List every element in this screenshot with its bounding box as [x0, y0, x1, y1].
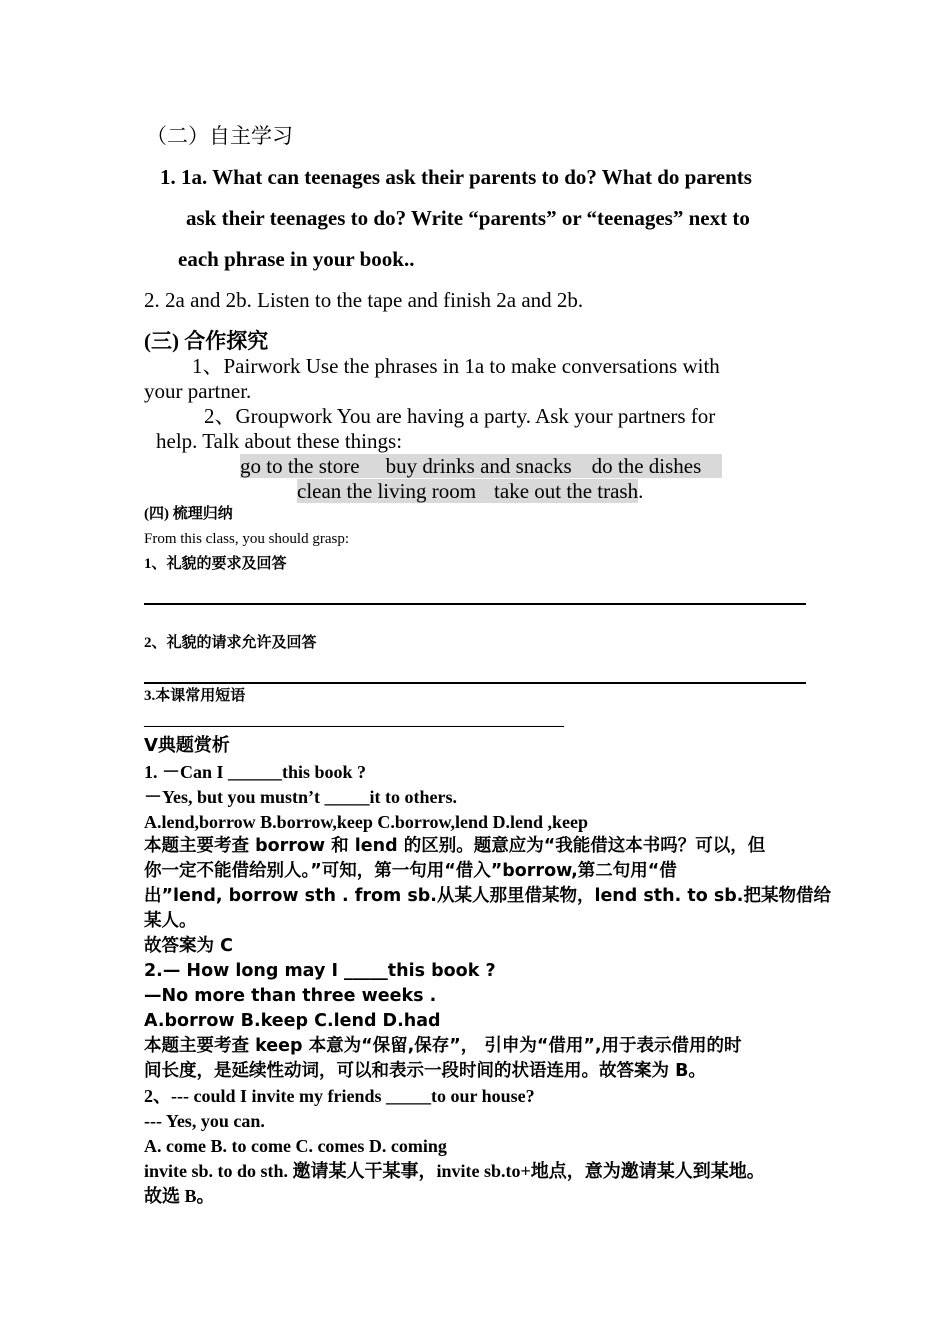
item2-text: 2. 2a and 2b. Listen to the tape and finish 2a and 2b.: [144, 288, 584, 312]
section-heading-cooperation: [144, 329, 268, 353]
phrase-row-end: .: [638, 479, 644, 503]
summary-item2: 2、礼貌的请求允许及回答: [144, 635, 317, 651]
groupwork-line1: 2、Groupwork You are having a party. Ask your partners for: [204, 404, 716, 428]
q2-options: A.borrow B.keep C.lend D.had: [144, 1011, 441, 1031]
q2-explanation-1: 本题主要考查 keep 本意为“保留,保存”， 引申为“借用”,用于表示借用的时: [144, 1036, 742, 1056]
item1-line2: ask their teenages to do? Write “parents” or “teenages” next to: [186, 206, 750, 230]
q1-explanation-4: 某人。: [144, 911, 197, 931]
phrase-buy-drinks: buy drinks and snacks: [385, 454, 572, 478]
answer-line-2: [144, 682, 806, 684]
item1-line1: 1. 1a. What can teenages ask their parents to do? What do parents: [160, 165, 752, 189]
q2-explanation-2: 间长度，是延续性动词，可以和表示一段时间的状语连用。故答案为 B。: [144, 1061, 706, 1081]
section-heading-summary: (四) 梳理归纳: [144, 506, 233, 522]
section-heading-self-study: （二）自主学习: [146, 124, 293, 148]
phrase-row-2: [297, 479, 643, 503]
groupwork-line2: help. Talk about these things:: [156, 429, 403, 453]
item1-line3: each phrase in your book..: [178, 247, 415, 271]
q1-result: 故答案为 C: [144, 936, 233, 956]
answer-line-1: [144, 603, 806, 605]
q1-question: 1. －Can I ______this book ?: [144, 762, 367, 782]
q1-explanation-2: 你一定不能借给别人。”可知，第一句用“借入”borrow,第二句用“借: [144, 861, 677, 881]
summary-item3-blank: ________________________________________________________: [144, 713, 564, 729]
section-heading-text: (三) 合作探究: [144, 329, 269, 353]
phrase-row-1: [240, 454, 722, 478]
pairwork-line2: your partner.: [144, 379, 252, 403]
q3-result: 故选 B。: [144, 1186, 215, 1206]
q2-response: —No more than three weeks .: [144, 986, 437, 1006]
phrase-take-out-trash: take out the trash: [494, 479, 639, 503]
q2-question: 2.— How long may I _____this book ?: [144, 961, 496, 981]
q3-explanation: invite sb. to do sth. 邀请某人干某事，invite sb.to+地点，意为邀请某人到某地。: [144, 1161, 765, 1181]
q3-response: --- Yes, you can.: [144, 1111, 265, 1131]
q1-explanation-3: 出”lend, borrow sth . from sb.从某人那里借某物，lend sth. to sb.把某物借给: [144, 886, 831, 906]
q3-options: A. come B. to come C. comes D. coming: [144, 1136, 447, 1156]
q1-explanation-1: 本题主要考查 borrow 和 lend 的区别。题意应为“我能借这本书吗？可以，但: [144, 836, 766, 856]
pairwork-line1: 1、Pairwork Use the phrases in 1a to make conversations with: [192, 354, 720, 378]
phrase-clean-room: clean the living room: [297, 479, 477, 503]
q3-question: 2、--- could I invite my friends _____to our house?: [144, 1086, 535, 1106]
phrase-do-dishes: do the dishes: [591, 454, 702, 478]
summary-intro: From this class, you should grasp:: [144, 531, 349, 547]
q1-response: －Yes, but you mustn’t _____it to others.: [144, 787, 458, 807]
section-heading-examples: V典题赏析: [144, 735, 230, 756]
summary-item3: 3.本课常用短语: [144, 688, 246, 704]
summary-item1: 1、礼貌的要求及回答: [144, 556, 287, 572]
q1-options: A.lend,borrow B.borrow,keep C.borrow,lend D.lend ,keep: [144, 812, 589, 832]
phrase-go-to-store: go to the store: [240, 454, 360, 478]
